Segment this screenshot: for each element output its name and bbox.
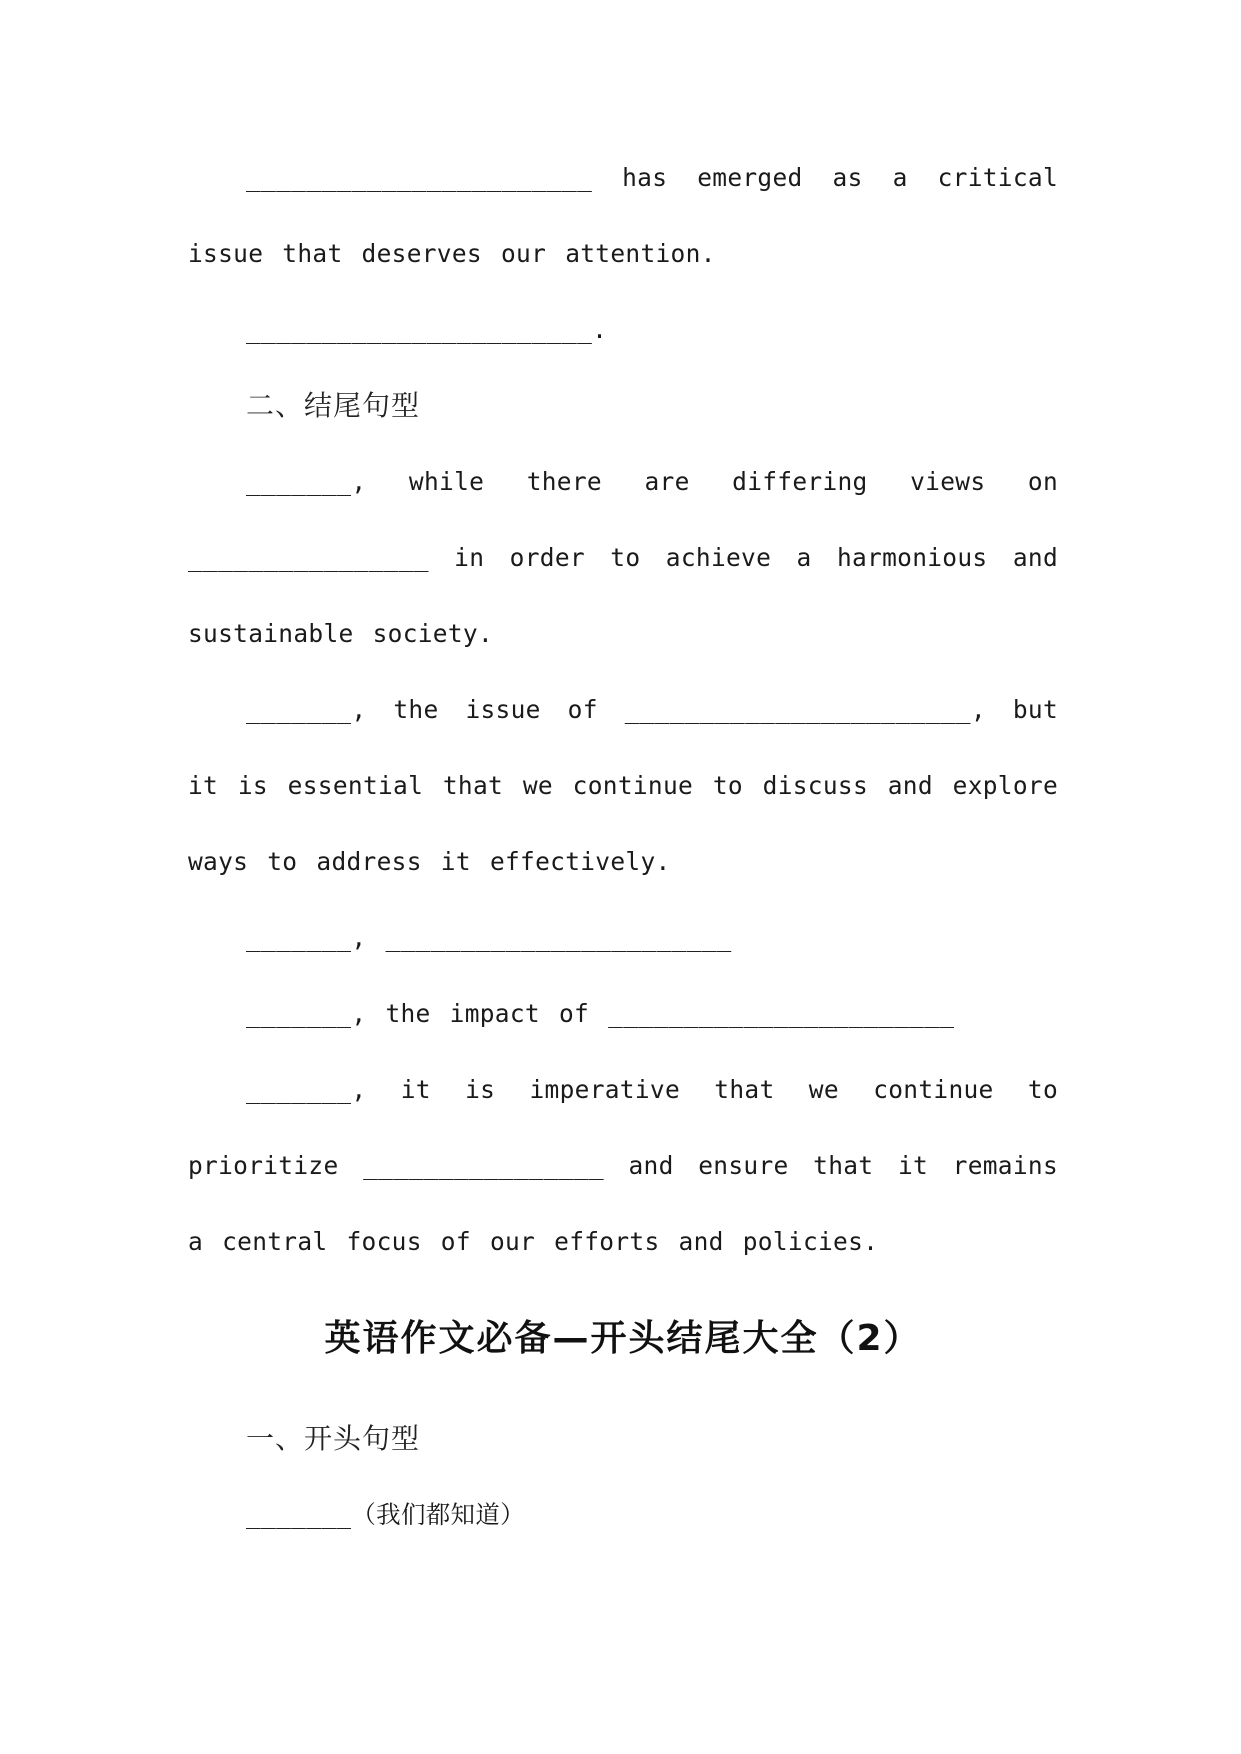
section-heading-ending: 二、结尾句型 (246, 389, 421, 422)
paragraph-prioritize: _______, it is imperative that we continue to prioritize ________________ and ensure that it remains a central focus of our efforts and policies. (188, 1075, 1058, 1256)
section-heading-opening: 一、开头句型 (246, 1422, 421, 1455)
paragraph-we-all-know: _______（我们都知道） (246, 1500, 525, 1529)
paragraph-differing-views: _______, while there are differing views on ________________ in order to achieve a harmonious and sustainable society. (188, 467, 1058, 648)
document-title: 英语作文必备—开头结尾大全（2） (324, 1318, 922, 1359)
paragraph-critical-issue: _______________________ has emerged as a critical issue that deserves our attention. (188, 163, 1058, 268)
paragraph-issue-of: _______, the issue of _______________________, but it is essential that we continue to discuss and explore ways to address it effectively. (188, 695, 1058, 876)
paragraph-blank-pair: _______, _______________________ (246, 923, 732, 952)
paragraph-impact-of: _______, the impact of _______________________ (246, 999, 955, 1028)
paragraph-blank-line: _______________________. (246, 315, 608, 344)
document-body (188, 140, 1058, 1553)
